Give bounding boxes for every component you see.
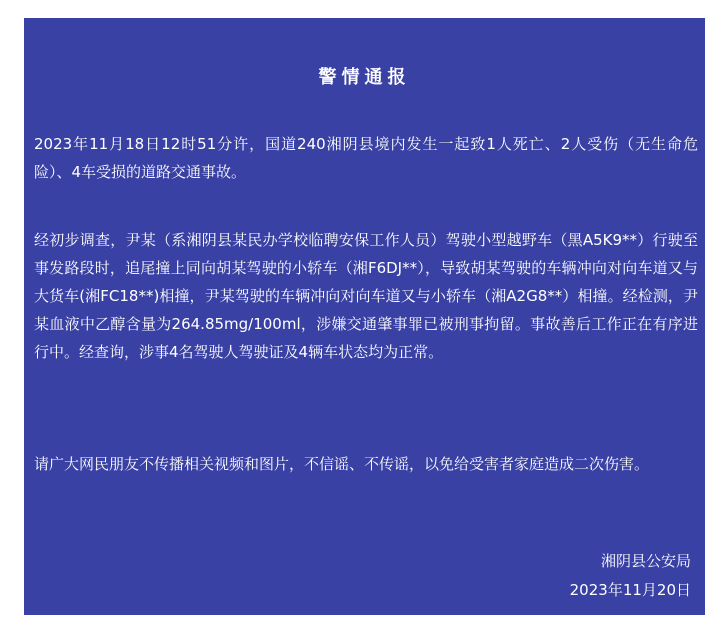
police-notice-card — [24, 18, 705, 615]
issuer-signature: 湘阴县公安局 — [600, 552, 691, 570]
notice-paragraph-appeal: 请广大网民朋友不传播相关视频和图片，不信谣、不传谣，以免给受害者家庭造成二次伤害。 — [34, 455, 650, 473]
issue-date: 2023年11月20日 — [569, 581, 691, 599]
notice-title: 警情通报 — [318, 67, 411, 88]
notice-paragraph-investigation: 经初步调查，尹某（系湘阴县某民办学校临聘安保工作人员）驾驶小型越野车（黑A5K9**）行驶至事发路段时，追尾撞上同向胡某驾驶的小轿车（湘F6DJ**），导致胡某驾驶的车辆冲向对向车道又与大货车(湘FC18**)相撞，尹某驾驶的车辆冲向对向车道又与小轿车（湘A2G8**）相撞。经检测，尹某血液中乙醇含量为264.85mg/100ml，涉嫌交通肇事罪已被刑事拘留。事故善后工作正在有序进行中。经查询，涉事4名驾驶人驾驶证及4辆车状态均为正常。 — [34, 231, 698, 361]
notice-paragraph-incident: 2023年11月18日12时51分许，国道240湘阴县境内发生一起致1人死亡、2人受伤（无生命危险）、4车受损的道路交通事故。 — [34, 135, 698, 181]
